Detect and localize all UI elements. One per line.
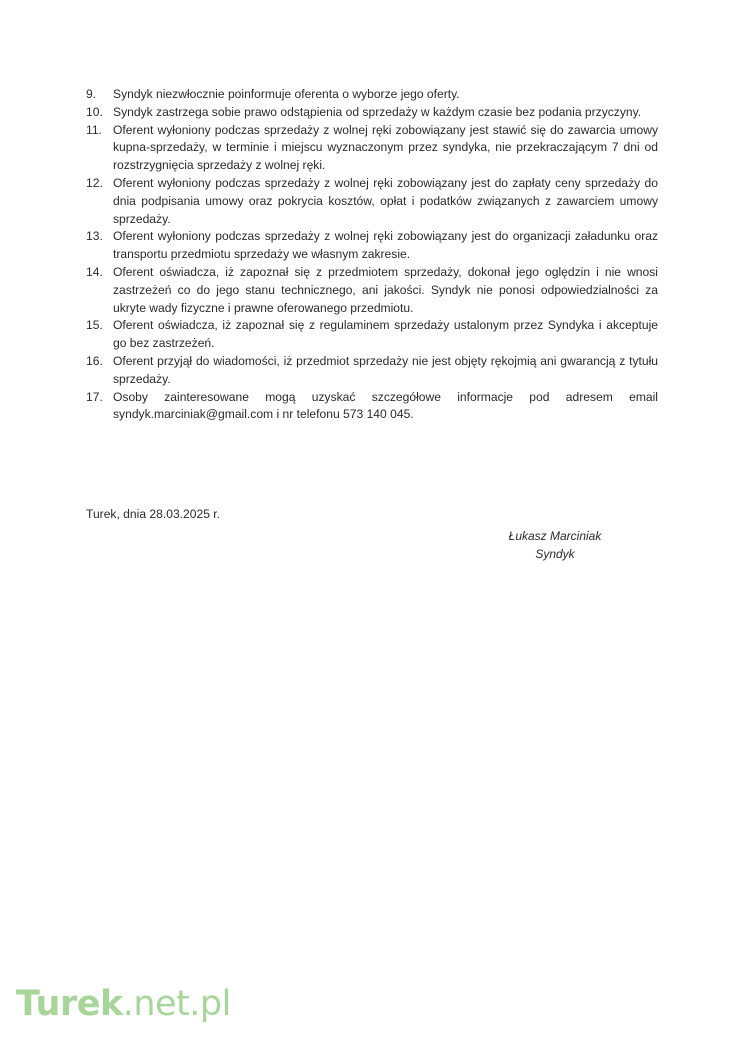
place-date: Turek, dnia 28.03.2025 r. — [86, 507, 221, 521]
list-item — [86, 175, 658, 228]
item-number: 11. — [86, 122, 102, 137]
terms-list — [86, 86, 658, 424]
watermark-logo — [16, 984, 231, 1024]
signatory-role: Syndyk — [535, 546, 575, 561]
list-item — [86, 317, 658, 353]
item-text: Syndyk zastrzega sobie prawo odstąpienia od sprzedaży w każdym czasie bez podania przyczyny. — [113, 104, 642, 119]
item-number: 15. — [86, 318, 103, 333]
list-item — [86, 353, 658, 389]
list-item — [86, 86, 658, 104]
list-item — [86, 122, 658, 175]
signatory-name: Łukasz Marciniak — [508, 529, 602, 543]
item-number: 12. — [86, 175, 103, 190]
item-number: 13. — [86, 229, 103, 244]
item-number: 14. — [86, 264, 103, 279]
item-text: Oferent oświadcza, iż zapoznał się z regulaminem sprzedaży ustalonym przez Syndyka i akceptuje go bez zastrzeżeń. — [113, 318, 658, 351]
item-text: Oferent wyłoniony podczas sprzedaży z wolnej ręki zobowiązany jest stawić się do zawarcia umowy kupna-sprzedaży, w terminie i miejscu wyznaczonym przez syndyka, nie przekraczającym 7 dni od rozstrzygnięcia sprzedaży z wolnej ręki. — [113, 122, 658, 173]
list-item — [86, 228, 658, 264]
list-item — [86, 264, 658, 317]
item-text: Oferent oświadcza, iż zapoznał się z przedmiotem sprzedaży, dokonał jego oględzin i nie wnosi zastrzeżeń co do jego stanu technicznego, ani jakości. Syndyk nie ponosi odpowiedzialności za ukryte wady fizyczne i prawne oferowanego przedmiotu. — [113, 264, 658, 315]
watermark-suffix: .net.pl — [122, 984, 231, 1024]
list-item — [86, 389, 658, 425]
item-text: Syndyk niezwłocznie poinformuje oferenta o wyborze jego oferty. — [113, 87, 460, 101]
watermark-brand: Turek — [16, 984, 123, 1024]
item-number: 17. — [86, 389, 103, 404]
item-number: 10. — [86, 104, 103, 119]
signature-block — [470, 528, 640, 563]
item-number: 16. — [86, 353, 103, 368]
item-text: Oferent przyjął do wiadomości, iż przedmiot sprzedaży nie jest objęty rękojmią ani gwarancją z tytułu sprzedaży. — [113, 353, 658, 386]
item-number: 9. — [86, 87, 97, 101]
item-text: Oferent wyłoniony podczas sprzedaży z wolnej ręki zobowiązany jest do zapłaty ceny sprzedaży do dnia podpisania umowy oraz pokrycia kosztów, opłat i podatków związanych z zawarciem umowy sprzedaży. — [113, 175, 658, 226]
item-text: Oferent wyłoniony podczas sprzedaży z wolnej ręki zobowiązany jest do organizacji załadunku oraz transportu przedmiotu sprzedaży we własnym zakresie. — [113, 229, 658, 262]
item-text: Osoby zainteresowane mogą uzyskać szczegółowe informacje pod adresem email syndyk.marciniak@gmail.com i nr telefonu 573 140 045. — [113, 389, 658, 422]
list-item — [86, 104, 658, 122]
